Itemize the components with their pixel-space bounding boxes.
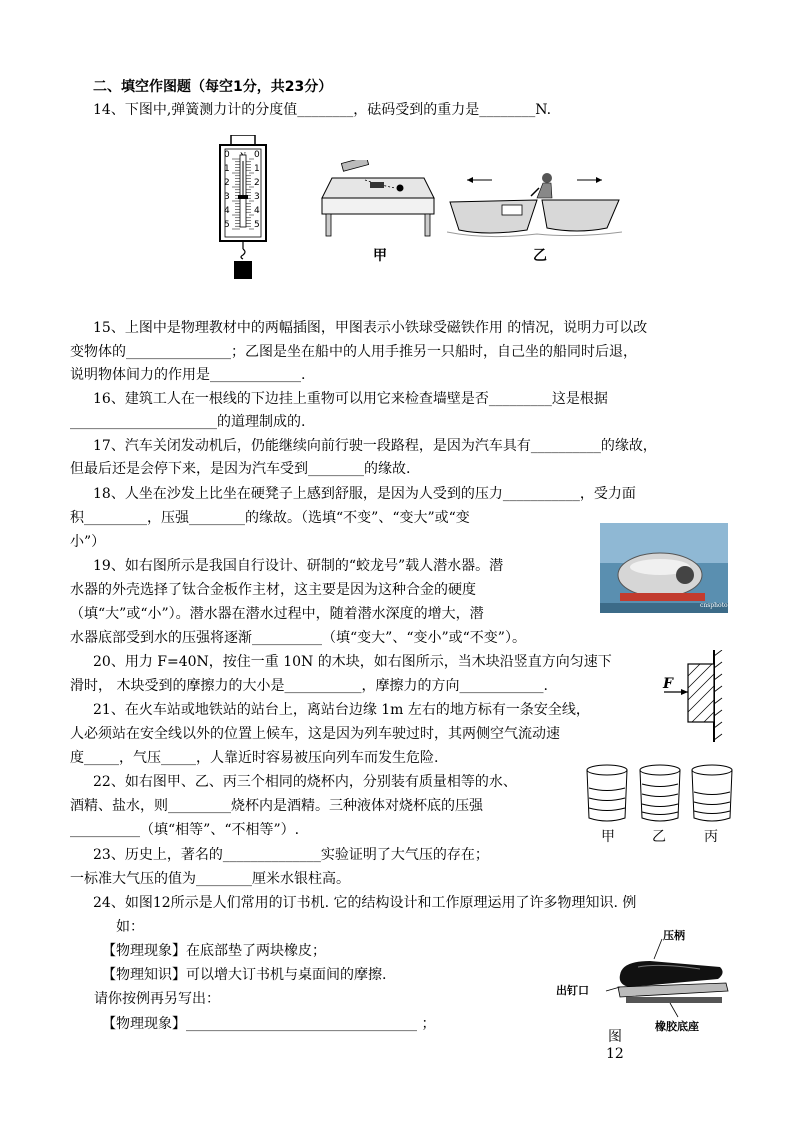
tick-right-0: 0: [254, 150, 260, 160]
stapler-base-label: 橡胶底座: [655, 1020, 699, 1033]
question-20-line1: 20、用力 F=40N，按住一重 10N 的木块，如右图所示，当木块沿竖直方向匀速下: [93, 654, 612, 670]
question-18-line3: 小”）: [70, 534, 106, 550]
question-15-line2: 变物体的_______________；乙图是坐在船中的人用手推另一只船时，自己坐的船同时后退，: [70, 344, 637, 360]
figure-12-caption: 图: [608, 1029, 622, 1045]
question-16-line1: 16、建筑工人在一根线的下边挂上重物可以用它来检查墙壁是否_________这是根据: [93, 391, 608, 407]
question-19-line1: 19、如右图所示是我国自行设计、研制的“蛟龙号”载人潜水器。潜: [93, 558, 504, 574]
tick-left-3: 3: [224, 192, 230, 202]
question-15-line3: 说明物体间力的作用是_____________.: [70, 367, 306, 383]
figure-12-number: 12: [606, 1046, 624, 1062]
photo-watermark: cnsphoto: [700, 602, 728, 609]
figure-label-yi: 乙: [533, 248, 547, 264]
tick-right-5: 5: [254, 220, 260, 230]
figure-label-jia: 甲: [373, 248, 387, 264]
beaker-label-yi: 乙: [652, 829, 666, 845]
tick-right-3: 3: [254, 192, 260, 202]
question-21-line2: 人必须站在安全线以外的位置上候车，这是因为列车驶过时，其两侧空气流动速: [70, 726, 560, 742]
stapler-outlet-label: 出钉口: [556, 984, 589, 997]
question-18-line1: 18、人坐在沙发上比坐在硬凳子上感到舒服，是因为人受到的压力___________，受力面: [93, 486, 636, 502]
tick-right-1: 1: [254, 164, 260, 174]
section-title: 二、填空作图题（每空1分，共23分）: [93, 79, 333, 95]
question-19-line2: 水器的外壳选择了钛合金板作主材，这主要是因为这种合金的硬度: [70, 582, 476, 598]
q24-prompt: 请你按例再另写出：: [94, 991, 220, 1007]
q24-example-phenomenon: 【物理现象】在底部垫了两块橡皮；: [102, 943, 326, 959]
question-18-line2: 积_________，压强________的缘故。（选填“不变”、“变大”或“变: [70, 510, 470, 526]
submersible-photo: [600, 523, 728, 613]
question-19-line3: （填“大”或“小”）。潜水器在潜水过程中，随着潜水深度的增大，潜: [70, 606, 484, 622]
question-15-line1: 15、上图中是物理教材中的两幅插图，甲图表示小铁球受磁铁作用 的情况，说明力可以改: [93, 320, 648, 336]
beakers-figure: [585, 762, 735, 824]
boats-figure: [447, 170, 622, 240]
magnet-ball-figure: [320, 160, 435, 242]
tick-left-2: 2: [224, 178, 230, 188]
question-23-line2: 一标准大气压的值为________厘米水银柱高。: [70, 871, 350, 887]
tick-right-2: 2: [254, 178, 260, 188]
question-17-line1: 17、汽车关闭发动机后，仍能继续向前行驶一段路程，是因为汽车具有__________的缘故，: [93, 438, 657, 454]
question-23-line1: 23、历史上，著名的______________实验证明了大气压的存在；: [93, 847, 489, 863]
question-16-line2: _____________________的道理制成的.: [70, 414, 306, 430]
question-21-line1: 21、在火车站或地铁站的站台上，离站台边缘 1m 左右的地方标有一条安全线，: [93, 702, 590, 718]
tick-left-4: 4: [224, 206, 230, 216]
question-17-line2: 但最后还是会停下来，是因为汽车受到________的缘故.: [70, 461, 411, 477]
question-20-line2: 滑时， 木块受到的摩擦力的大小是___________，摩擦力的方向____________.: [70, 678, 548, 694]
question-22-line2: 酒精、盐水，则_________烧杯内是酒精。三种液体对烧杯底的压强: [70, 798, 483, 814]
question-22-line3: __________（填“相等”、“不相等”）.: [70, 822, 300, 838]
force-label: F: [663, 676, 673, 692]
tick-right-4: 4: [254, 206, 260, 216]
question-22-line1: 22、如右图甲、乙、丙三个相同的烧杯内，分别装有质量相等的水、: [93, 774, 517, 790]
tick-left-5: 5: [224, 220, 230, 230]
question-24-line1: 24、如图12所示是人们常用的订书机. 它的结构设计和工作原理运用了许多物理知识. 例: [93, 895, 637, 911]
question-21-line3: 度_____，气压_____，人靠近时容易被压向列车而发生危险.: [70, 750, 439, 766]
q24-answer-line: 【物理现象】_________________________________ ；: [102, 1016, 436, 1032]
q24-example-knowledge: 【物理知识】可以增大订书机与桌面间的摩擦.: [102, 967, 387, 983]
question-24-line2: 如：: [116, 919, 144, 935]
tick-left-1: 1: [224, 164, 230, 174]
beaker-label-jia: 甲: [601, 829, 615, 845]
beaker-label-bing: 丙: [704, 829, 718, 845]
question-14: 14、下图中,弹簧测力计的分度值________，砝码受到的重力是________N.: [93, 102, 552, 118]
question-19-line4: 水器底部受到水的压强将逐渐__________（填“变大”、“变小”或“不变”）。: [70, 630, 526, 646]
tick-left-0: 0: [224, 150, 230, 160]
stapler-handle-label: 压柄: [663, 929, 685, 942]
block-wall-figure: [660, 650, 725, 742]
scale-ticks: [217, 148, 277, 238]
